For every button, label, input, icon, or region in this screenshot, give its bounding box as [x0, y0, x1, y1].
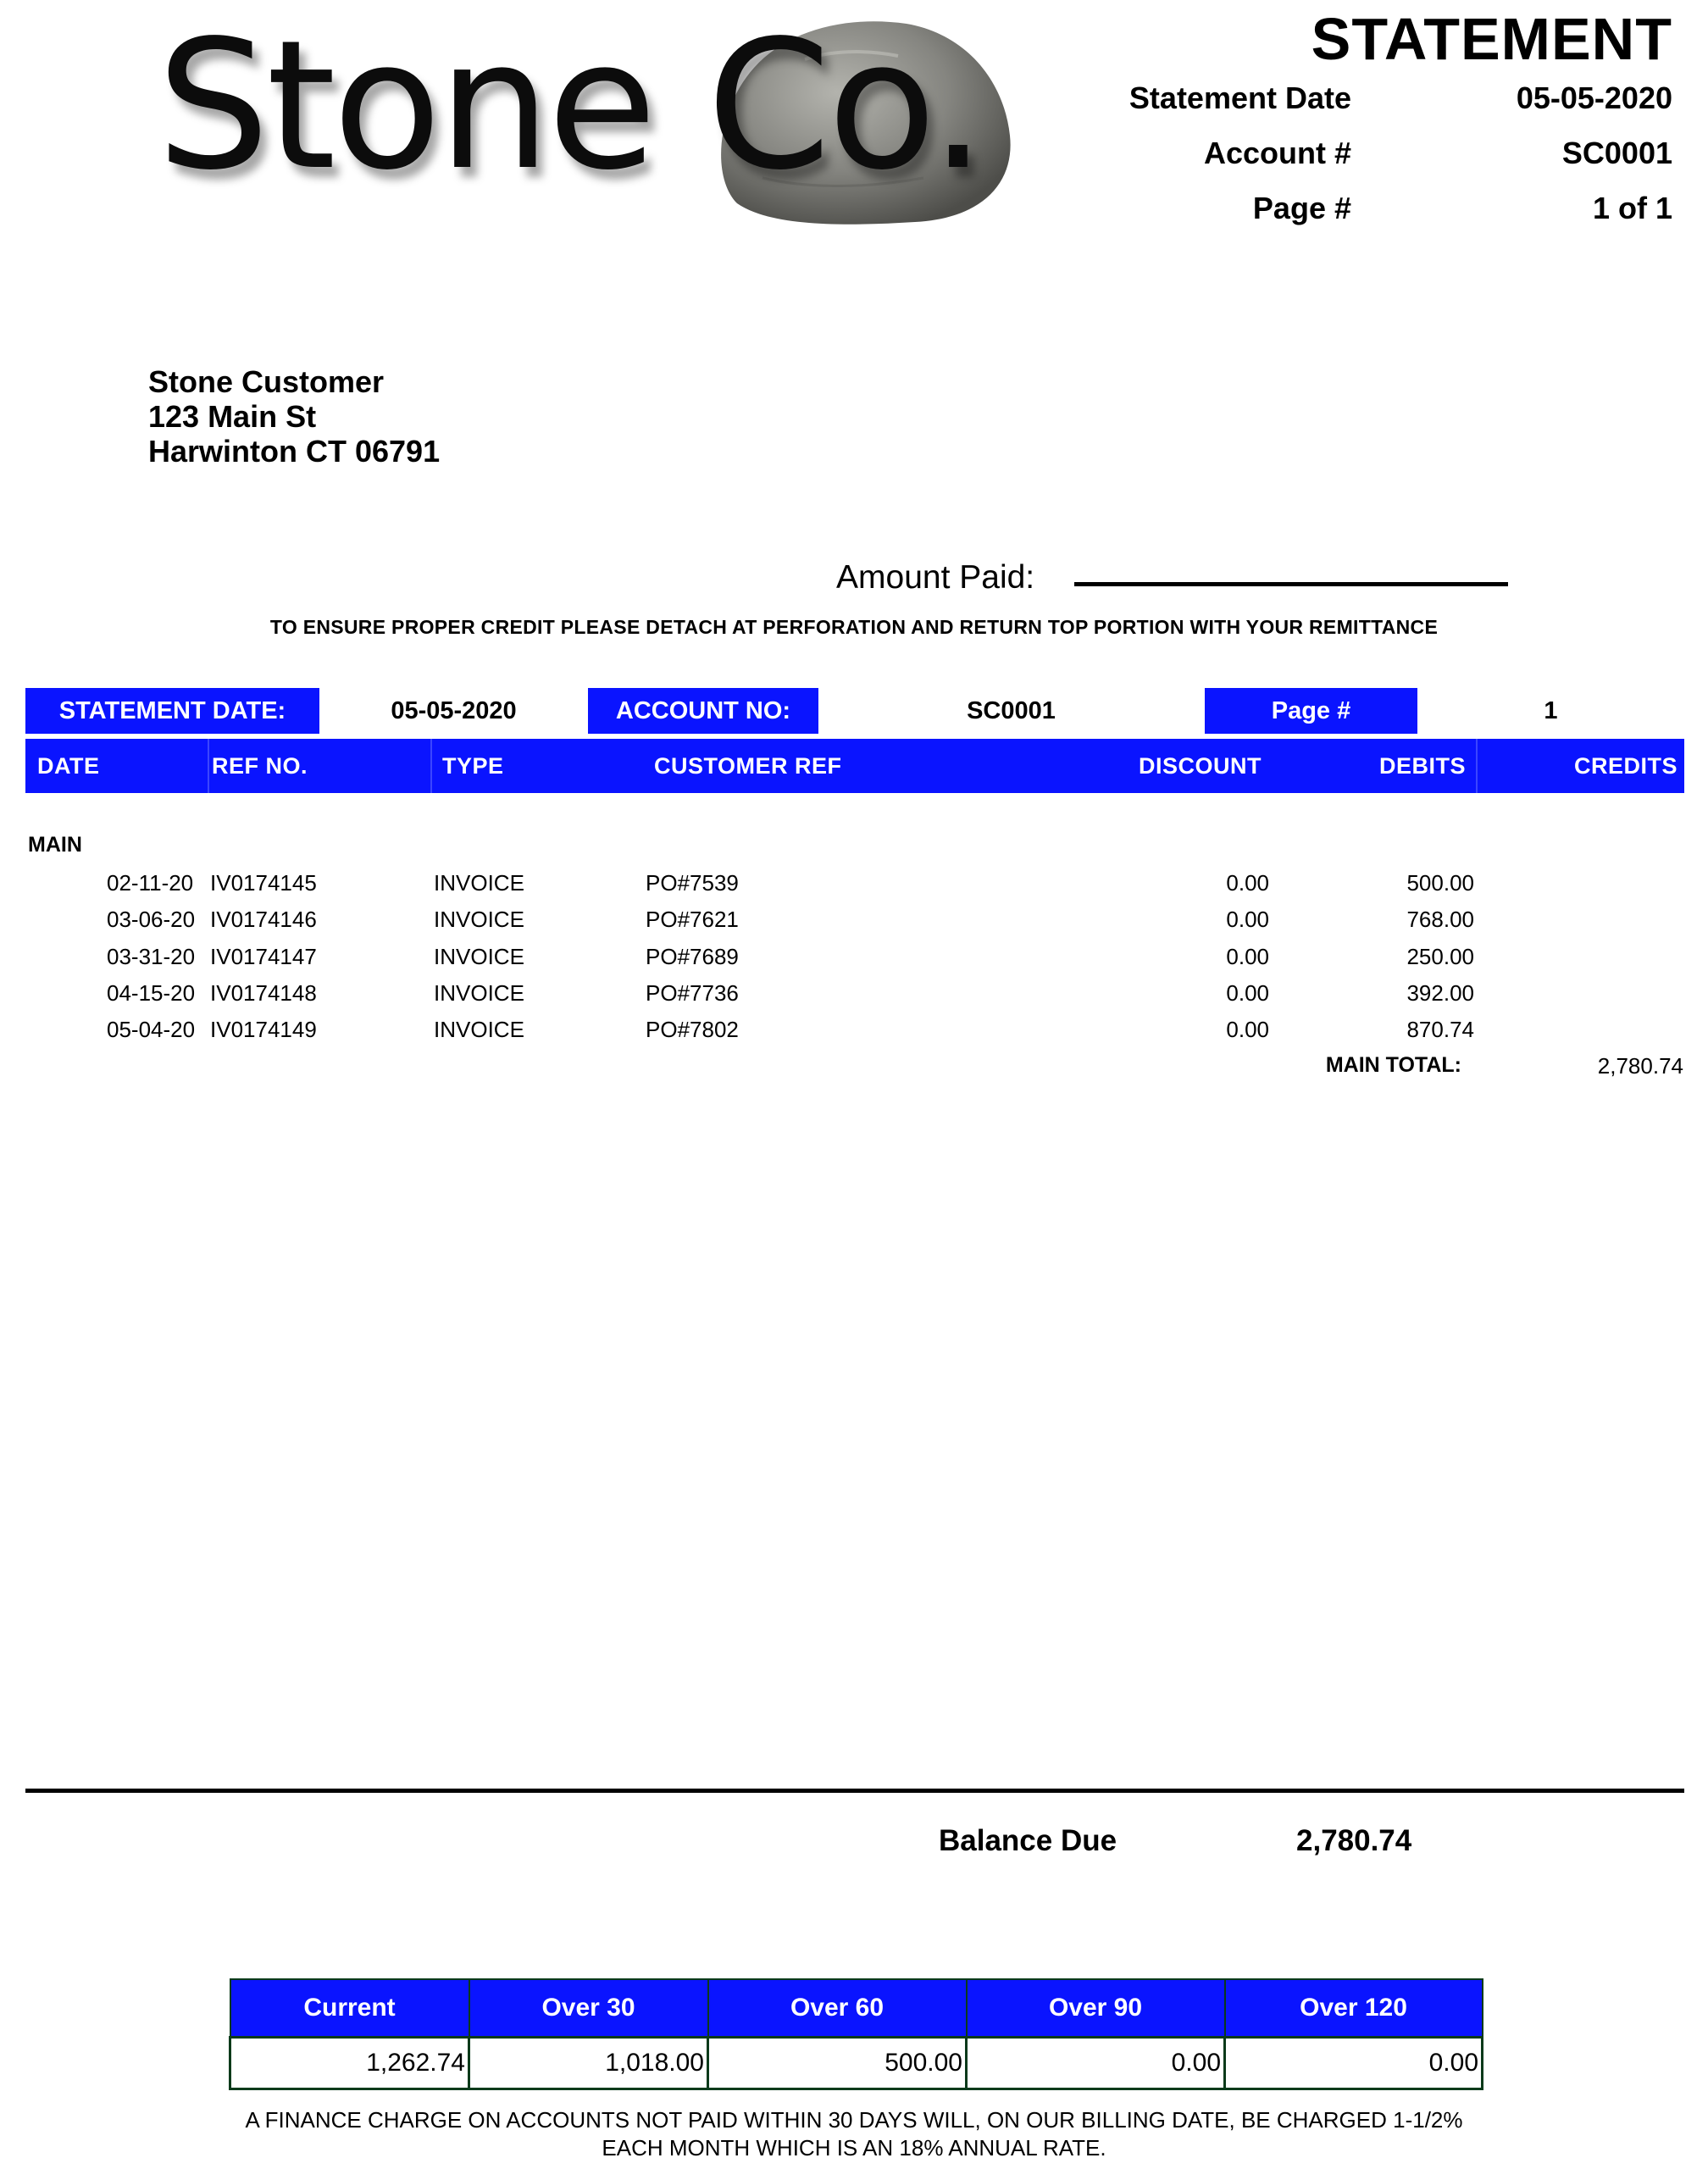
row-discount: 0.00: [1226, 1017, 1269, 1042]
aging-header-current: Current: [230, 1979, 469, 2038]
statement-date-value: 05-05-2020: [1516, 80, 1672, 115]
row-type: INVOICE: [434, 907, 524, 932]
divider: [25, 1789, 1684, 1793]
table-row: [0, 870, 1708, 907]
group-label: MAIN: [28, 833, 82, 857]
aging-table: [229, 1978, 1483, 2090]
customer-name: Stone Customer: [148, 364, 385, 399]
row-date: 03-31-20: [107, 944, 196, 969]
aging-header-over-30: Over 30: [469, 1979, 708, 2038]
amount-paid-line: [1074, 582, 1508, 586]
col-date: DATE: [37, 752, 100, 779]
row-debits: 500.00: [1406, 870, 1474, 896]
summary-account-value: SC0001: [967, 696, 1056, 724]
table-row: [0, 907, 1708, 943]
finance-charge-notice: [0, 2106, 1708, 2162]
customer-city: Harwinton CT 06791: [148, 434, 441, 469]
group-total-value: 2,780.74: [1597, 1053, 1683, 1079]
col-ref-no: REF NO.: [212, 752, 308, 779]
col-discount: DISCOUNT: [1139, 752, 1262, 779]
aging-header-row: [230, 1979, 1483, 2038]
group-total-label: MAIN TOTAL:: [1325, 1053, 1461, 1077]
table-row: [0, 944, 1708, 980]
summary-statement-date-value: 05-05-2020: [391, 696, 517, 724]
company-logo-text: Stone Co.: [157, 2, 984, 209]
balance-due-label: Balance Due: [939, 1824, 1117, 1857]
page-value: 1 of 1: [1592, 191, 1672, 225]
row-discount: 0.00: [1226, 980, 1269, 1006]
summary-page-label: Page #: [1205, 688, 1417, 734]
col-customer-ref: CUSTOMER REF: [654, 752, 842, 779]
table-row: [0, 980, 1708, 1017]
aging-value-row: [230, 2038, 1483, 2089]
col-type: TYPE: [442, 752, 504, 779]
aging-header-over-120: Over 120: [1225, 1979, 1483, 2038]
row-customer-ref: PO#7539: [646, 870, 739, 896]
col-debits: DEBITS: [1378, 752, 1466, 779]
row-discount: 0.00: [1226, 870, 1269, 896]
row-debits: 250.00: [1406, 944, 1474, 969]
aging-header-over-60: Over 60: [708, 1979, 967, 2038]
row-ref: IV0174146: [210, 907, 317, 932]
row-customer-ref: PO#7621: [646, 907, 739, 932]
row-date: 02-11-20: [107, 870, 194, 896]
row-discount: 0.00: [1226, 944, 1269, 969]
row-debits: 392.00: [1406, 980, 1474, 1006]
row-date: 04-15-20: [107, 980, 196, 1006]
aging-value-over-120: 0.00: [1225, 2038, 1483, 2089]
row-customer-ref: PO#7736: [646, 980, 739, 1006]
summary-page-value: 1: [1544, 696, 1558, 724]
row-type: INVOICE: [434, 944, 524, 969]
row-date: 05-04-20: [107, 1017, 196, 1042]
row-type: INVOICE: [434, 870, 524, 896]
finance-line-1: A FINANCE CHARGE ON ACCOUNTS NOT PAID WITHIN 30 DAYS WILL, ON OUR BILLING DATE, BE CHARGED 1-1/2%: [245, 2107, 1463, 2133]
statement-date-label: Statement Date: [1128, 80, 1351, 115]
row-date: 03-06-20: [107, 907, 196, 932]
row-debits: 768.00: [1406, 907, 1474, 932]
summary-statement-date-label: STATEMENT DATE:: [25, 688, 319, 734]
balance-due-value: 2,780.74: [1296, 1824, 1412, 1857]
row-type: INVOICE: [434, 980, 524, 1006]
account-value: SC0001: [1561, 136, 1672, 170]
aging-value-over-90: 0.00: [967, 2038, 1225, 2089]
row-discount: 0.00: [1226, 907, 1269, 932]
detach-notice: TO ENSURE PROPER CREDIT PLEASE DETACH AT PERFORATION AND RETURN TOP PORTION WITH YOUR REMITTANCE: [269, 616, 1439, 638]
row-ref: IV0174148: [210, 980, 317, 1006]
column-header-row: [25, 739, 1684, 793]
table-row: [0, 1017, 1708, 1053]
document-title: STATEMENT: [1311, 6, 1672, 72]
aging-value-current: 1,262.74: [230, 2038, 469, 2089]
customer-street: 123 Main St: [148, 399, 317, 434]
row-ref: IV0174145: [210, 870, 317, 896]
aging-header-over-90: Over 90: [967, 1979, 1225, 2038]
summary-account-label: ACCOUNT NO:: [588, 688, 818, 734]
aging-value-over-30: 1,018.00: [469, 2038, 708, 2089]
row-customer-ref: PO#7689: [646, 944, 739, 969]
row-customer-ref: PO#7802: [646, 1017, 739, 1042]
aging-value-over-60: 500.00: [708, 2038, 967, 2089]
row-ref: IV0174149: [210, 1017, 317, 1042]
row-type: INVOICE: [434, 1017, 524, 1042]
col-credits: CREDITS: [1573, 752, 1678, 779]
account-label: Account #: [1203, 136, 1351, 170]
amount-paid-label: Amount Paid:: [836, 559, 1035, 596]
page-label: Page #: [1252, 191, 1351, 225]
row-ref: IV0174147: [210, 944, 317, 969]
finance-line-2: EACH MONTH WHICH IS AN 18% ANNUAL RATE.: [602, 2135, 1106, 2161]
row-debits: 870.74: [1406, 1017, 1474, 1042]
customer-address: [148, 364, 440, 469]
